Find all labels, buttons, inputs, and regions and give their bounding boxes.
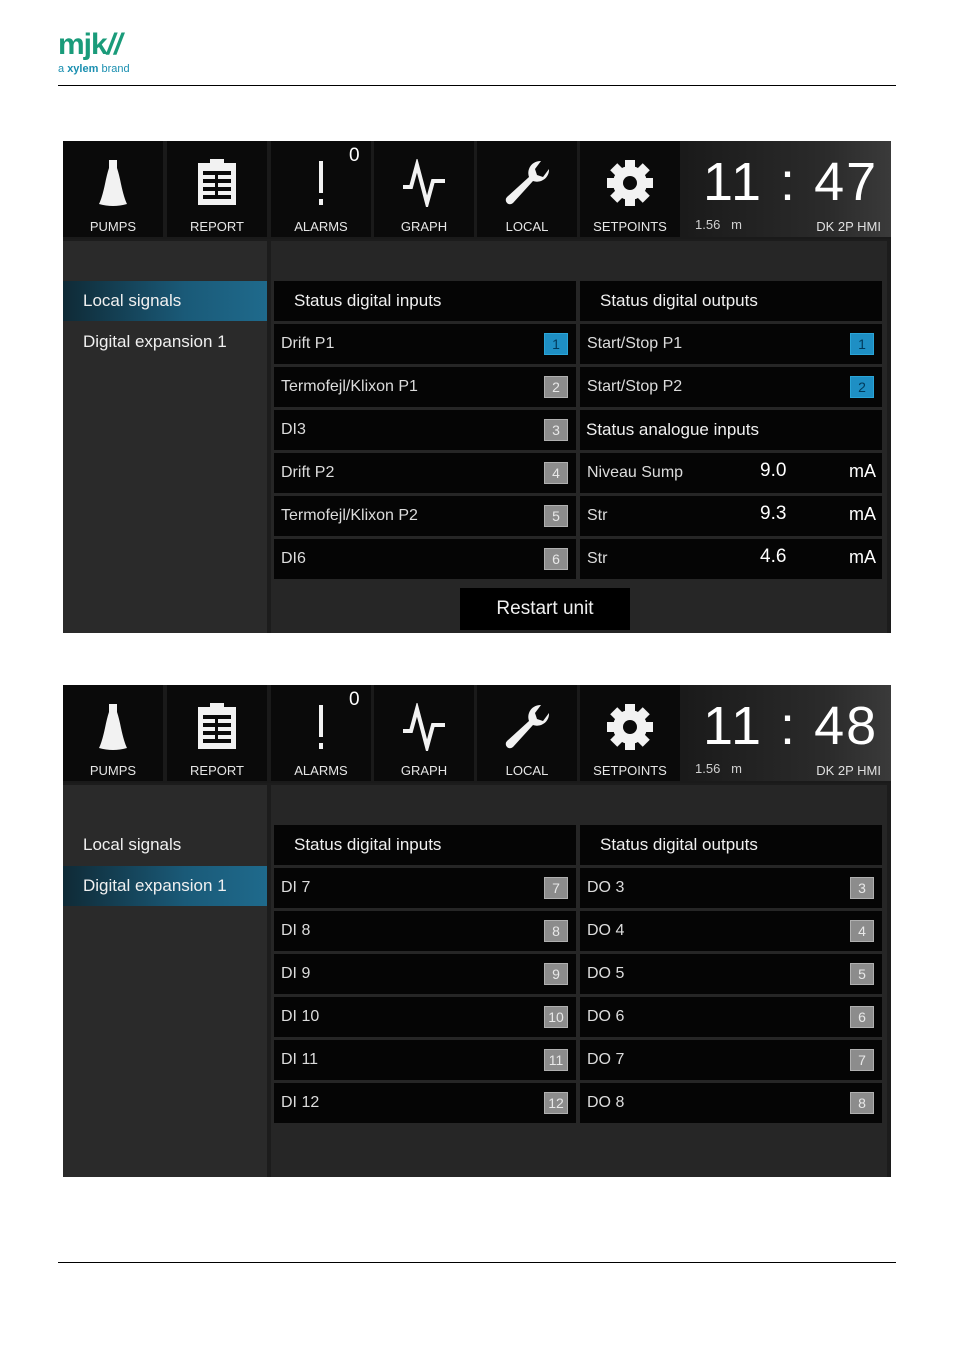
alarm-count-badge: 0 bbox=[349, 689, 360, 710]
digital-output-label: Start/Stop P1 bbox=[587, 335, 683, 352]
footer-rule bbox=[58, 1262, 896, 1263]
analog-input-row bbox=[580, 453, 882, 493]
top-bar bbox=[63, 685, 891, 783]
analog-value: 4.6 bbox=[760, 546, 787, 567]
outputs-column bbox=[580, 281, 882, 582]
gear-icon bbox=[580, 155, 680, 211]
digital-output-status-indicator: 7 bbox=[850, 1049, 874, 1071]
digital-output-row bbox=[580, 1083, 882, 1123]
outputs-header: Status digital outputs bbox=[580, 825, 882, 865]
digital-output-status-indicator: 1 bbox=[850, 333, 874, 355]
nav-local-button[interactable] bbox=[477, 685, 577, 781]
digital-input-row bbox=[274, 911, 576, 951]
digital-input-status-indicator: 6 bbox=[544, 548, 568, 570]
analog-input-row bbox=[580, 496, 882, 536]
nav-local-button[interactable] bbox=[477, 141, 577, 237]
report-icon bbox=[167, 155, 267, 211]
clock-panel bbox=[683, 685, 891, 781]
digital-output-label: DO 4 bbox=[587, 922, 625, 939]
outputs-header: Status digital outputs bbox=[580, 281, 882, 321]
level-unit: m bbox=[731, 761, 742, 776]
nav-label: LOCAL bbox=[505, 219, 549, 234]
nav-label: SETPOINTS bbox=[593, 219, 667, 234]
gear-icon bbox=[580, 699, 680, 755]
main-panel bbox=[271, 241, 887, 633]
digital-output-label: DO 5 bbox=[587, 965, 625, 982]
digital-output-status-indicator: 4 bbox=[850, 920, 874, 942]
nav-graph-button[interactable] bbox=[374, 685, 474, 781]
analog-input-row bbox=[580, 539, 882, 579]
pump-icon bbox=[63, 155, 163, 211]
restart-unit-button[interactable]: Restart unit bbox=[460, 588, 630, 630]
analog-input-label: Str bbox=[587, 550, 608, 567]
clock-time: 11 : 48 bbox=[703, 696, 879, 756]
pump-icon bbox=[63, 699, 163, 755]
tagline-prefix: a bbox=[58, 63, 65, 75]
tagline-suffix: brand bbox=[101, 63, 130, 75]
digital-output-row bbox=[580, 367, 882, 407]
nav-label: SETPOINTS bbox=[593, 763, 667, 778]
digital-output-status-indicator: 6 bbox=[850, 1006, 874, 1028]
nav-report-button[interactable] bbox=[167, 141, 267, 237]
digital-input-label: Termofejl/Klixon P1 bbox=[281, 378, 418, 395]
digital-input-label: DI 11 bbox=[281, 1051, 319, 1068]
digital-output-row bbox=[580, 1040, 882, 1080]
digital-input-row bbox=[274, 410, 576, 450]
digital-output-status-indicator: 8 bbox=[850, 1092, 874, 1114]
digital-output-status-indicator: 5 bbox=[850, 963, 874, 985]
nav-label: ALARMS bbox=[294, 763, 348, 778]
digital-input-status-indicator: 10 bbox=[544, 1006, 568, 1028]
digital-input-label: Termofejl/Klixon P2 bbox=[281, 507, 418, 524]
nav-label: GRAPH bbox=[400, 219, 448, 234]
graph-pulse-icon bbox=[374, 155, 474, 211]
logo-tagline bbox=[58, 63, 130, 75]
level-value: 1.56 bbox=[695, 217, 721, 232]
graph-pulse-icon bbox=[374, 699, 474, 755]
inputs-column bbox=[274, 825, 576, 1126]
digital-input-status-indicator: 8 bbox=[544, 920, 568, 942]
digital-input-label: Drift P1 bbox=[281, 335, 335, 352]
nav-pumps-button[interactable] bbox=[63, 141, 163, 237]
inputs-header: Status digital inputs bbox=[274, 825, 576, 865]
digital-output-row bbox=[580, 997, 882, 1037]
digital-input-status-indicator: 7 bbox=[544, 877, 568, 899]
digital-input-label: DI3 bbox=[281, 421, 306, 438]
nav-label: LOCAL bbox=[505, 763, 549, 778]
digital-input-label: DI 10 bbox=[281, 1008, 320, 1025]
wrench-icon bbox=[477, 155, 577, 211]
level-readout bbox=[695, 217, 742, 232]
logo-slash-mark: // bbox=[106, 28, 122, 61]
report-icon bbox=[167, 699, 267, 755]
header-rule bbox=[58, 85, 896, 86]
main-panel bbox=[271, 785, 887, 1177]
digital-input-row bbox=[274, 324, 576, 364]
digital-input-label: DI 7 bbox=[281, 879, 311, 896]
digital-input-status-indicator: 1 bbox=[544, 333, 568, 355]
digital-output-status-indicator: 3 bbox=[850, 877, 874, 899]
digital-input-row bbox=[274, 868, 576, 908]
digital-output-label: DO 3 bbox=[587, 879, 625, 896]
digital-input-status-indicator: 3 bbox=[544, 419, 568, 441]
digital-input-row bbox=[274, 997, 576, 1037]
analog-value: 9.3 bbox=[760, 503, 787, 524]
digital-input-row bbox=[274, 954, 576, 994]
nav-label: PUMPS bbox=[89, 763, 137, 778]
nav-label: ALARMS bbox=[294, 219, 348, 234]
nav-label: GRAPH bbox=[400, 763, 448, 778]
digital-input-row bbox=[274, 453, 576, 493]
digital-input-row bbox=[274, 367, 576, 407]
inputs-header: Status digital inputs bbox=[274, 281, 576, 321]
digital-input-row bbox=[274, 1040, 576, 1080]
analog-unit: mA bbox=[849, 547, 876, 567]
digital-input-label: Drift P2 bbox=[281, 464, 335, 481]
nav-graph-button[interactable] bbox=[374, 141, 474, 237]
clock-time: 11 : 47 bbox=[703, 152, 879, 212]
logo-name: mjk bbox=[58, 28, 107, 61]
unit-name: DK 2P HMI bbox=[816, 763, 881, 778]
sidebar-item-digital-expansion-1[interactable]: Digital expansion 1 bbox=[83, 332, 227, 351]
nav-pumps-button[interactable] bbox=[63, 685, 163, 781]
sidebar-item-local-signals[interactable]: Local signals bbox=[63, 281, 267, 321]
nav-report-button[interactable] bbox=[167, 685, 267, 781]
level-unit: m bbox=[731, 217, 742, 232]
digital-input-label: DI6 bbox=[281, 550, 306, 567]
nav-label: REPORT bbox=[190, 219, 244, 234]
sidebar-item-local-signals[interactable]: Local signals bbox=[83, 835, 182, 854]
nav-alarms-button[interactable] bbox=[271, 685, 371, 781]
digital-input-row bbox=[274, 539, 576, 579]
analog-header: Status analogue inputs bbox=[580, 410, 882, 450]
level-value: 1.56 bbox=[695, 761, 721, 776]
digital-output-row bbox=[580, 868, 882, 908]
analog-input-label: Str bbox=[587, 507, 608, 524]
outputs-column bbox=[580, 825, 882, 1126]
level-readout bbox=[695, 761, 742, 776]
digital-output-row bbox=[580, 911, 882, 951]
hmi-screen-2 bbox=[63, 685, 891, 1177]
nav-label: REPORT bbox=[190, 763, 244, 778]
digital-input-status-indicator: 12 bbox=[544, 1092, 568, 1114]
digital-input-label: DI 9 bbox=[281, 965, 311, 982]
analog-unit: mA bbox=[849, 461, 876, 481]
digital-output-row bbox=[580, 324, 882, 364]
analog-unit: mA bbox=[849, 504, 876, 524]
digital-input-status-indicator: 9 bbox=[544, 963, 568, 985]
mjk-logo bbox=[58, 30, 130, 75]
nav-alarms-button[interactable] bbox=[271, 141, 371, 237]
digital-input-status-indicator: 2 bbox=[544, 376, 568, 398]
alarm-count-badge: 0 bbox=[349, 145, 360, 166]
tagline-brand: xylem bbox=[67, 63, 99, 75]
nav-setpoints-button[interactable] bbox=[580, 141, 680, 237]
digital-output-label: DO 8 bbox=[587, 1094, 625, 1111]
digital-input-row bbox=[274, 496, 576, 536]
digital-input-status-indicator: 5 bbox=[544, 505, 568, 527]
digital-output-label: Start/Stop P2 bbox=[587, 378, 683, 395]
hmi-screen-1 bbox=[63, 141, 891, 633]
inputs-column bbox=[274, 281, 576, 582]
clock-panel bbox=[683, 141, 891, 237]
digital-input-label: DI 8 bbox=[281, 922, 311, 939]
analog-input-label: Niveau Sump bbox=[587, 464, 684, 481]
sidebar-item-digital-expansion-1[interactable]: Digital expansion 1 bbox=[63, 866, 267, 906]
analog-value: 9.0 bbox=[760, 460, 787, 481]
nav-label: PUMPS bbox=[89, 219, 137, 234]
digital-input-label: DI 12 bbox=[281, 1094, 320, 1111]
wrench-icon bbox=[477, 699, 577, 755]
digital-output-label: DO 7 bbox=[587, 1051, 625, 1068]
sidebar bbox=[63, 241, 267, 633]
digital-output-status-indicator: 2 bbox=[850, 376, 874, 398]
top-bar bbox=[63, 141, 891, 239]
digital-output-row bbox=[580, 954, 882, 994]
nav-setpoints-button[interactable] bbox=[580, 685, 680, 781]
digital-output-label: DO 6 bbox=[587, 1008, 625, 1025]
digital-input-status-indicator: 4 bbox=[544, 462, 568, 484]
sidebar bbox=[63, 785, 267, 1177]
digital-input-status-indicator: 11 bbox=[544, 1049, 568, 1071]
digital-input-row bbox=[274, 1083, 576, 1123]
unit-name: DK 2P HMI bbox=[816, 219, 881, 234]
